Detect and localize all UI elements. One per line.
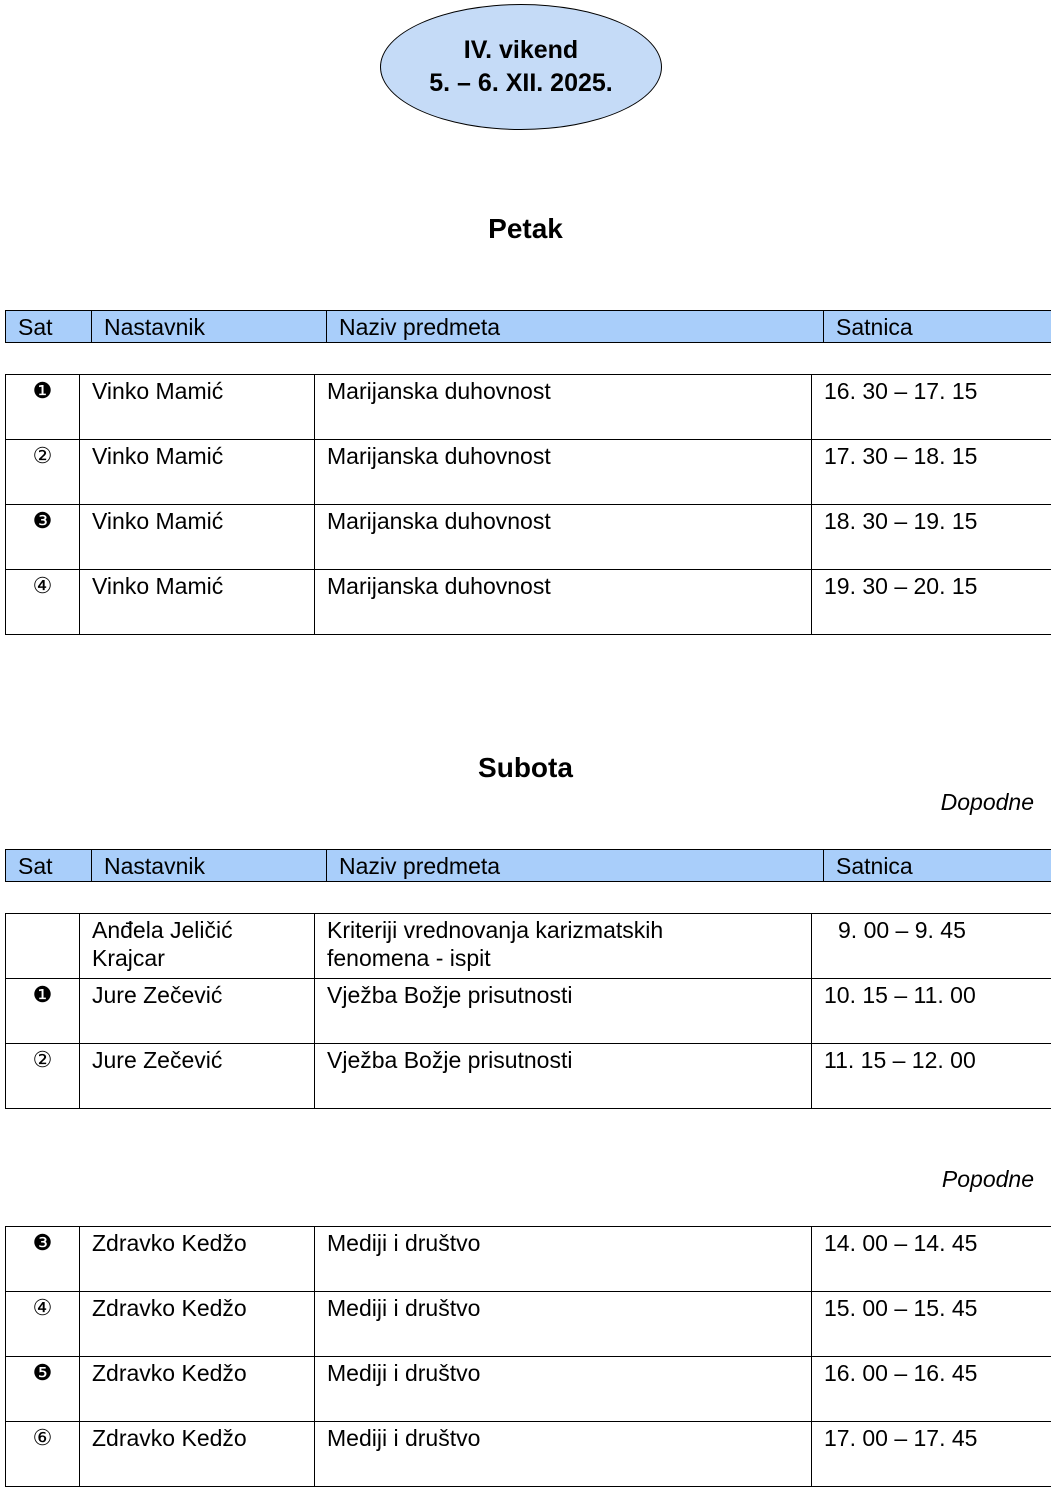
afternoon-label: Popodne	[941, 1166, 1034, 1192]
col-time: Satnica	[824, 311, 1051, 343]
table-header-row	[6, 311, 1051, 343]
time-cell: 9. 00 – 9. 45	[812, 914, 1051, 979]
subject-cell: Vježba Božje prisutnosti	[315, 979, 812, 1044]
col-sat: Sat	[6, 311, 92, 343]
saturday-title: Subota	[478, 752, 573, 783]
time-cell: 16. 00 – 16. 45	[812, 1357, 1051, 1422]
teacher-cell: Vinko Mamić	[80, 505, 315, 570]
teacher-cell: Zdravko Kedžo	[80, 1357, 315, 1422]
col-teacher: Nastavnik	[92, 311, 327, 343]
teacher-name-line: Anđela Jeličić	[92, 917, 233, 943]
subject-cell: Marijanska duhovnost	[315, 505, 812, 570]
hour-number: ②	[6, 440, 80, 505]
teacher-cell: Vinko Mamić	[80, 375, 315, 440]
subject-cell	[315, 914, 812, 979]
hour-number: ❶	[6, 979, 80, 1044]
hour-number	[6, 914, 80, 979]
subject-line: fenomena - ispit	[327, 945, 491, 971]
teacher-cell	[80, 914, 315, 979]
teacher-cell: Zdravko Kedžo	[80, 1227, 315, 1292]
weekend-badge	[380, 4, 662, 130]
friday-title: Petak	[488, 213, 563, 244]
time-cell: 18. 30 – 19. 15	[812, 505, 1051, 570]
subject-cell: Marijanska duhovnost	[315, 570, 812, 635]
subject-cell: Mediji i društvo	[315, 1292, 812, 1357]
friday-header-table	[5, 310, 1051, 343]
col-teacher: Nastavnik	[92, 850, 327, 882]
table-row	[6, 375, 1051, 440]
time-cell: 17. 00 – 17. 45	[812, 1422, 1051, 1487]
table-row	[6, 505, 1051, 570]
table-row	[6, 1422, 1051, 1487]
col-sat: Sat	[6, 850, 92, 882]
teacher-cell: Vinko Mamić	[80, 440, 315, 505]
saturday-afternoon-table	[5, 1226, 1051, 1487]
friday-schedule-table	[5, 374, 1051, 635]
teacher-cell: Jure Zečević	[80, 1044, 315, 1109]
table-row	[6, 1357, 1051, 1422]
teacher-cell: Zdravko Kedžo	[80, 1422, 315, 1487]
subject-cell: Marijanska duhovnost	[315, 375, 812, 440]
teacher-cell: Zdravko Kedžo	[80, 1292, 315, 1357]
hour-number: ❸	[6, 505, 80, 570]
hour-number: ❶	[6, 375, 80, 440]
hour-number: ❺	[6, 1357, 80, 1422]
table-header-row	[6, 850, 1051, 882]
col-subject: Naziv predmeta	[327, 311, 824, 343]
table-row	[6, 440, 1051, 505]
table-row	[6, 914, 1051, 979]
table-row	[6, 979, 1051, 1044]
col-time: Satnica	[824, 850, 1051, 882]
subject-cell: Mediji i društvo	[315, 1422, 812, 1487]
time-cell: 11. 15 – 12. 00	[812, 1044, 1051, 1109]
weekend-dates: 5. – 6. XII. 2025.	[429, 69, 613, 97]
table-row	[6, 570, 1051, 635]
weekend-label: IV. vikend	[463, 36, 579, 64]
subject-line: Kriteriji vrednovanja karizmatskih	[327, 917, 664, 943]
teacher-name-line: Krajcar	[92, 945, 165, 971]
time-cell: 19. 30 – 20. 15	[812, 570, 1051, 635]
saturday-morning-table	[5, 913, 1051, 1109]
col-subject: Naziv predmeta	[327, 850, 824, 882]
saturday-header-table	[5, 849, 1051, 882]
time-cell: 10. 15 – 11. 00	[812, 979, 1051, 1044]
hour-number: ②	[6, 1044, 80, 1109]
time-cell: 14. 00 – 14. 45	[812, 1227, 1051, 1292]
time-cell: 17. 30 – 18. 15	[812, 440, 1051, 505]
teacher-cell: Vinko Mamić	[80, 570, 315, 635]
subject-cell: Mediji i društvo	[315, 1357, 812, 1422]
time-cell: 15. 00 – 15. 45	[812, 1292, 1051, 1357]
hour-number: ⑥	[6, 1422, 80, 1487]
table-row	[6, 1292, 1051, 1357]
subject-cell: Vježba Božje prisutnosti	[315, 1044, 812, 1109]
subject-cell: Mediji i društvo	[315, 1227, 812, 1292]
hour-number: ④	[6, 570, 80, 635]
table-row	[6, 1044, 1051, 1109]
morning-label: Dopodne	[940, 789, 1034, 815]
hour-number: ④	[6, 1292, 80, 1357]
subject-cell: Marijanska duhovnost	[315, 440, 812, 505]
hour-number: ❸	[6, 1227, 80, 1292]
table-row	[6, 1227, 1051, 1292]
teacher-cell: Jure Zečević	[80, 979, 315, 1044]
time-cell: 16. 30 – 17. 15	[812, 375, 1051, 440]
